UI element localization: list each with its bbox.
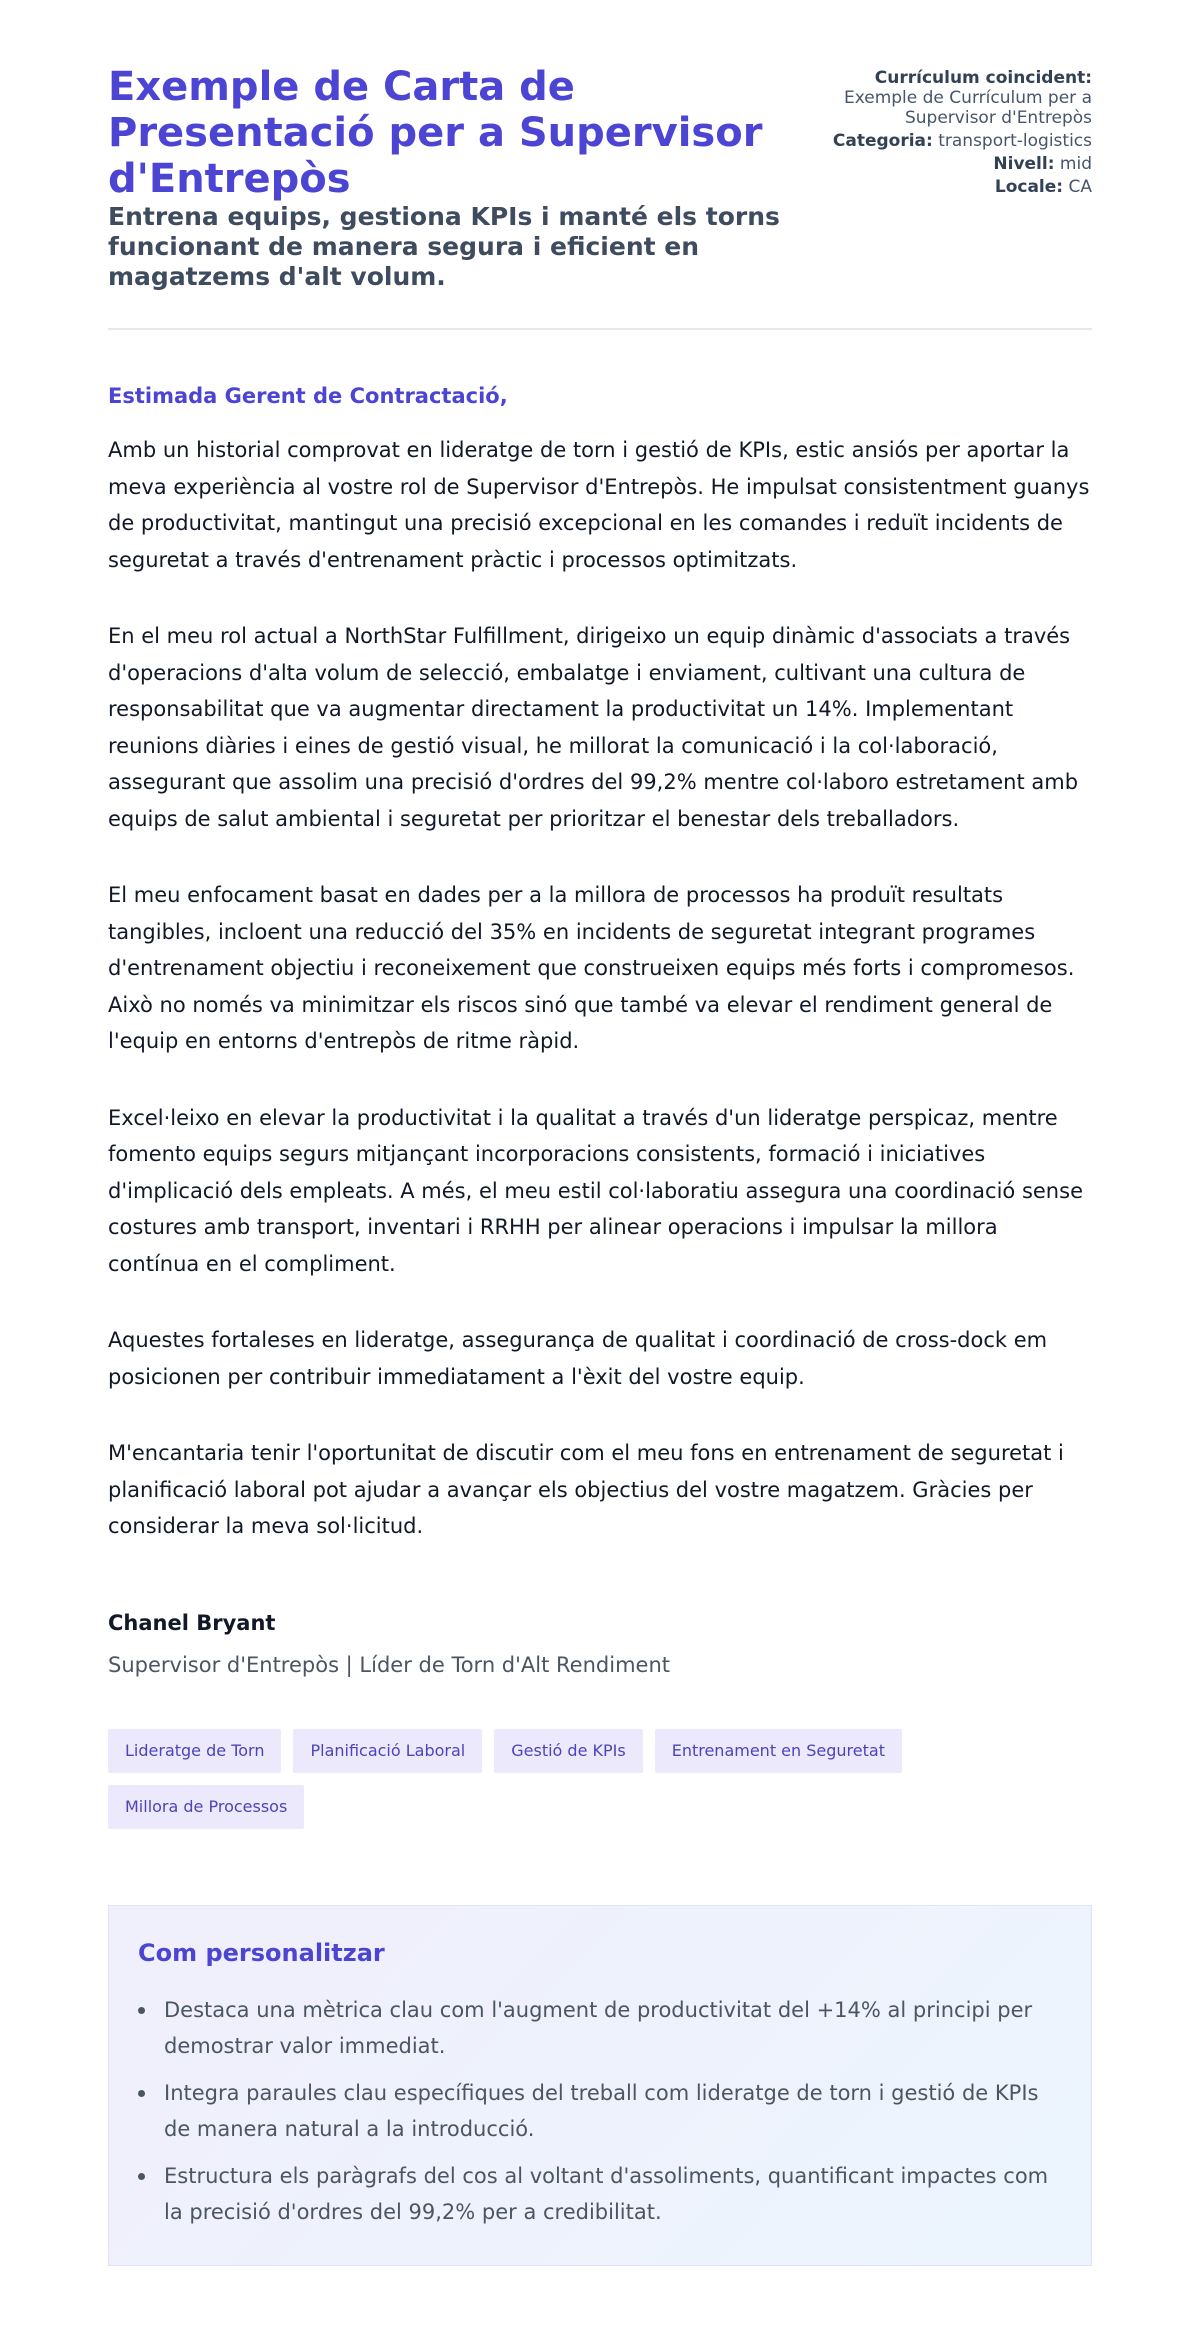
letter-paragraph: Aquestes fortaleses en lideratge, assegurança de qualitat i coordinació de cross-dock em posicionen per contribuir immediatament a l'èxit del vostre equip. (108, 1328, 1048, 1389)
meta-category-value: transport-logistics (938, 131, 1092, 151)
tip-text: Integra paraules clau específiques del treball com lideratge de torn i gestió de KPIs de manera natural a la introducció. (164, 2080, 1039, 2141)
header-title-block (108, 64, 788, 292)
customization-tips-box (108, 1905, 1092, 2266)
meta-matching-resume-label: Currículum coincident: (874, 68, 1092, 88)
skill-tag: Millora de Processos (108, 1785, 304, 1829)
skill-tag: Gestió de KPIs (494, 1729, 642, 1773)
letter-paragraph: Excel·leixo en elevar la productivitat i la qualitat a través d'un lideratge perspicaz, mentre fomento equips segurs mitjançant incorporacions consistents, formació i iniciatives d'implicació dels empleats. A més, el meu estil col·laboratiu assegura una coordinació sense costures amb transport, inventari i RRHH per alinear operacions i impulsar la millora contínua en el compliment. (108, 1105, 1083, 1276)
meta-locale-label: Locale: (994, 177, 1064, 197)
meta-matching-resume-value: Exemple de Currículum per a Supervisor d'Entrepòs (843, 88, 1092, 128)
signature-block (108, 1609, 1092, 1679)
page-subtitle: Entrena equips, gestiona KPIs i manté els torns funcionant de manera segura i eficient en magatzems d'alt volum. (108, 202, 780, 291)
metadata-panel (792, 64, 1092, 200)
meta-category (792, 131, 1092, 151)
letter-paragraph: Amb un historial comprovat en lideratge de torn i gestió de KPIs, estic ansiós per aportar la meva experiència al vostre rol de Supervisor d'Entrepòs. He impulsat consistentment guanys de productivitat, mantingut una precisió excepcional en les comandes i reduït incidents de seguretat a través d'entrenament pràctic i processos optimitzats. (108, 438, 1090, 572)
letter-body (108, 382, 1092, 1545)
bullet-icon (138, 2007, 145, 2014)
page-title: Exemple de Carta de Presentació per a Supervisor d'Entrepòs (108, 64, 763, 202)
letter-paragraph: M'encantaria tenir l'oportunitat de discutir com el meu fons en entrenament de seguretat i planificació laboral pot ajudar a avançar els objectius del vostre magatzem. Gràcies per considerar la meva sol·licitud. (108, 1441, 1064, 1538)
tips-list (138, 1992, 1062, 2231)
signature-name: Chanel Bryant (108, 1610, 276, 1635)
skill-tag: Planificació Laboral (293, 1729, 482, 1773)
signature-role: Supervisor d'Entrepòs | Líder de Torn d'Alt Rendiment (108, 1652, 670, 1677)
tip-text: Destaca una mètrica clau com l'augment de productivitat del +14% al principi per demostrar valor immediat. (164, 1997, 1033, 2058)
page-header (108, 64, 1092, 330)
tip-item (138, 2158, 1062, 2231)
tip-text: Estructura els paràgrafs del cos al voltant d'assoliments, quantificant impactes com la precisió d'ordres del 99,2% per a credibilitat. (164, 2163, 1049, 2224)
meta-level (792, 154, 1092, 174)
tip-item (138, 1992, 1062, 2065)
letter-paragraph: En el meu rol actual a NorthStar Fulfillment, dirigeixo un equip dinàmic d'associats a través d'operacions d'alta volum de selecció, embalatge i enviament, cultivant una cultura de responsabilitat que va augmentar directament la productivitat un 14%. Implementant reunions diàries i eines de gestió visual, he millorat la comunicació i la col·laboració, assegurant que assolim una precisió d'ordres del 99,2% mentre col·laboro estretament amb equips de salut ambiental i seguretat per prioritzar el benestar dels treballadors. (108, 624, 1079, 831)
skill-tag: Entrenament en Seguretat (655, 1729, 902, 1773)
meta-category-label: Categoria: (832, 131, 933, 151)
meta-matching-resume (792, 68, 1092, 128)
meta-locale-value: CA (1068, 177, 1092, 197)
meta-locale (792, 177, 1092, 197)
tip-item (138, 2075, 1062, 2148)
skill-tags (108, 1729, 1008, 1829)
bullet-icon (138, 2090, 145, 2097)
bullet-icon (138, 2173, 145, 2180)
tips-title: Com personalitzar (138, 1938, 385, 1967)
meta-level-value: mid (1059, 154, 1092, 174)
meta-level-label: Nivell: (993, 154, 1055, 174)
letter-paragraph: El meu enfocament basat en dades per a la millora de processos ha produït resultats tangibles, incloent una reducció del 35% en incidents de seguretat integrant programes d'entrenament objectiu i reconeixement que construeixen equips més forts i compromesos. Això no només va minimitzar els riscos sinó que també va elevar el rendiment general de l'equip en entorns d'entrepòs de ritme ràpid. (108, 883, 1075, 1053)
skill-tag: Lideratge de Torn (108, 1729, 281, 1773)
letter-greeting: Estimada Gerent de Contractació, (108, 384, 508, 408)
